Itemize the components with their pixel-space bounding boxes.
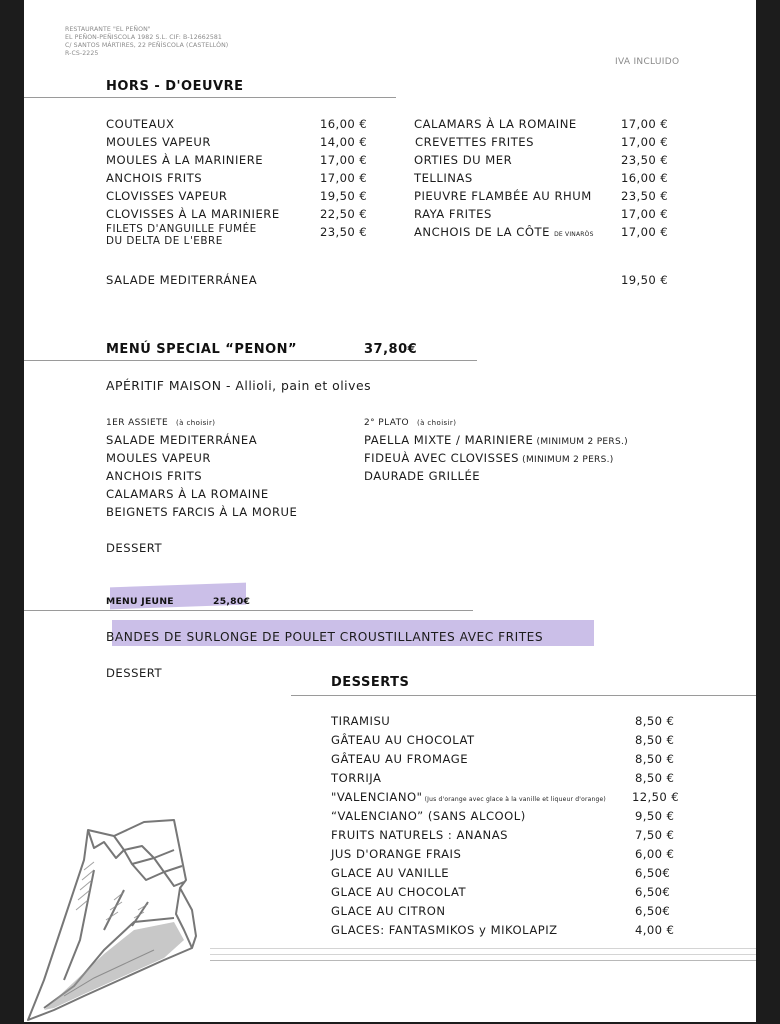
name-line-2: DU DELTA DE L'EBRE [106, 235, 223, 247]
first-course-label [106, 414, 215, 432]
divider [24, 360, 477, 361]
menu-item-name: PIEUVRE FLAMBÉE AU RHUM [414, 189, 592, 203]
aperitif-label: APÉRITIF MAISON [106, 378, 222, 393]
menu-item-name: CALAMARS À LA ROMAINE [414, 117, 577, 131]
dessert-item-price: 8,50 € [635, 733, 675, 747]
menu-page [24, 0, 756, 1022]
menu-item-name: CREVETTES FRITES [415, 135, 534, 149]
minimum-note: (MINIMUM 2 PERS.) [519, 455, 614, 465]
minimum-note: (MINIMUM 2 PERS.) [533, 437, 628, 447]
menu-item-price: 23,50 € [320, 225, 368, 239]
second-course-item [364, 449, 614, 469]
kids-menu-item: BANDES DE SURLONGE DE POULET CROUSTILLANTES AVEC FRITES [106, 630, 544, 644]
menu-item-price: 19,50 € [320, 189, 368, 203]
menu-item-name: TELLINAS [414, 171, 473, 185]
dessert-item-name: TORRIJA [331, 771, 382, 785]
second-course-label [364, 414, 456, 432]
dessert-item-name: GÂTEAU AU CHOCOLAT [331, 733, 475, 747]
section-title-hors-doeuvre: HORS - D'OEUVRE [106, 79, 244, 94]
aperitif-line [106, 377, 371, 395]
first-course-item: ANCHOIS FRITS [106, 469, 203, 483]
menu-item-price: 23,50 € [621, 153, 669, 167]
dessert-item-name: GLACE AU CITRON [331, 904, 446, 918]
tax-note: IVA INCLUIDO [615, 57, 680, 67]
choose-note: (à choisir) [176, 419, 216, 427]
dessert-item-name: GLACE AU CHOCOLAT [331, 885, 467, 899]
decorative-rule [210, 948, 756, 949]
dessert-item-name: JUS D'ORANGE FRAIS [331, 847, 462, 861]
divider [291, 695, 756, 696]
kids-menu-dessert: DESSERT [106, 666, 163, 680]
dessert-item-name [331, 788, 606, 809]
special-menu-price: 37,80€ [364, 342, 418, 357]
first-course-item: CALAMARS À LA ROMAINE [106, 487, 269, 501]
special-menu-dessert: DESSERT [106, 541, 163, 555]
salad-price: 19,50 € [621, 273, 669, 287]
dessert-item-price: 6,50€ [635, 904, 671, 918]
info-line: R-CS-2225 [65, 50, 99, 57]
menu-item-name: COUTEAUX [106, 117, 175, 131]
menu-item-price: 16,00 € [621, 171, 669, 185]
section-title-special-menu: MENÚ SPECIAL “PENON” [106, 342, 298, 357]
dessert-item-price: 6,00 € [635, 847, 675, 861]
seashell-illustration-icon [24, 810, 204, 1022]
item-name: FIDEUÀ AVEC CLOVISSES [364, 451, 519, 465]
kids-menu-title: MENU JEUNE [106, 596, 174, 607]
menu-item-name: MOULES VAPEUR [106, 135, 211, 149]
menu-item-price: 23,50 € [621, 189, 669, 203]
dessert-item-name: GLACE AU VANILLE [331, 866, 450, 880]
course-label: 1ER ASSIETE [106, 418, 169, 428]
dessert-item-price: 6,50€ [635, 866, 671, 880]
item-name: PAELLA MIXTE / MARINIERE [364, 433, 534, 447]
dessert-item-price: 12,50 € [632, 790, 680, 804]
restaurant-info [65, 26, 228, 58]
info-line: C/ SANTOS MÁRTIRES, 22 PEÑÍSCOLA (CASTELLÓN) [65, 42, 229, 49]
name-line-1: FILETS D'ANGUILLE FUMÉE [106, 223, 257, 235]
second-course-item [364, 431, 628, 451]
second-course-item [364, 467, 480, 485]
dessert-item-price: 9,50 € [635, 809, 675, 823]
menu-item-price: 17,00 € [320, 171, 368, 185]
menu-item-name [414, 223, 594, 244]
menu-item-price: 17,00 € [621, 117, 669, 131]
dessert-item-price: 6,50€ [635, 885, 671, 899]
dessert-item-price: 8,50 € [635, 714, 675, 728]
first-course-item: MOULES VAPEUR [106, 451, 211, 465]
course-label: 2° PLATO [364, 418, 409, 428]
divider [24, 97, 396, 98]
dessert-item-price: 7,50 € [635, 828, 675, 842]
item-origin-note: DE VINARÒS [554, 231, 594, 238]
menu-item-name: ANCHOIS FRITS [106, 171, 203, 185]
menu-item-price: 17,00 € [621, 135, 669, 149]
menu-item-price: 22,50 € [320, 207, 368, 221]
decorative-rule [210, 960, 756, 961]
choose-note: (à choisir) [416, 419, 457, 427]
menu-item-price: 14,00 € [320, 135, 368, 149]
dessert-item-price: 8,50 € [635, 771, 675, 785]
dessert-item-price: 8,50 € [635, 752, 675, 766]
menu-item-name: CLOVISSES VAPEUR [106, 189, 228, 203]
dessert-item-name: FRUITS NATURELS : ANANAS [331, 828, 509, 842]
menu-item-price: 16,00 € [320, 117, 368, 131]
menu-item-price: 17,00 € [621, 207, 669, 221]
menu-item-name: ORTIES DU MER [414, 153, 513, 167]
item-name: ANCHOIS DE LA CÔTE [414, 225, 550, 239]
divider [24, 610, 473, 611]
first-course-item: BEIGNETS FARCIS À LA MORUE [106, 505, 298, 519]
first-course-item: SALADE MEDITERRÁNEA [106, 433, 258, 447]
menu-item-name: MOULES À LA MARINIERE [106, 153, 264, 167]
item-description: (Jus d'orange avec glace à la vanille et liqueur d'orange) [422, 796, 606, 803]
menu-item-price: 17,00 € [621, 225, 669, 239]
dessert-item-name: “VALENCIANO” (SANS ALCOOL) [331, 809, 526, 823]
decorative-rule [210, 954, 756, 955]
aperitif-description: - Allioli, pain et olives [221, 378, 372, 393]
menu-item-name [106, 223, 257, 247]
item-name: "VALENCIANO" [331, 790, 423, 804]
salad-name: SALADE MEDITERRÁNEA [106, 273, 258, 287]
dessert-item-price: 4,00 € [635, 923, 675, 937]
dessert-item-name: GÂTEAU AU FROMAGE [331, 752, 469, 766]
section-title-desserts: DESSERTS [331, 675, 410, 690]
info-line: RESTAURANTE "EL PEÑON" [65, 26, 151, 33]
kids-menu-price: 25,80€ [213, 596, 251, 607]
info-line: EL PEÑON-PEÑISCOLA 1982 S.L. CIF: B-12662581 [65, 34, 222, 41]
menu-item-price: 17,00 € [320, 153, 368, 167]
dessert-item-name: TIRAMISU [331, 714, 391, 728]
item-name: DAURADE GRILLÉE [364, 469, 481, 483]
dessert-item-name: GLACES: FANTASMIKOS y MIKOLAPIZ [331, 923, 558, 937]
menu-item-name: CLOVISSES À LA MARINIERE [106, 207, 280, 221]
menu-item-name: RAYA FRITES [414, 207, 492, 221]
